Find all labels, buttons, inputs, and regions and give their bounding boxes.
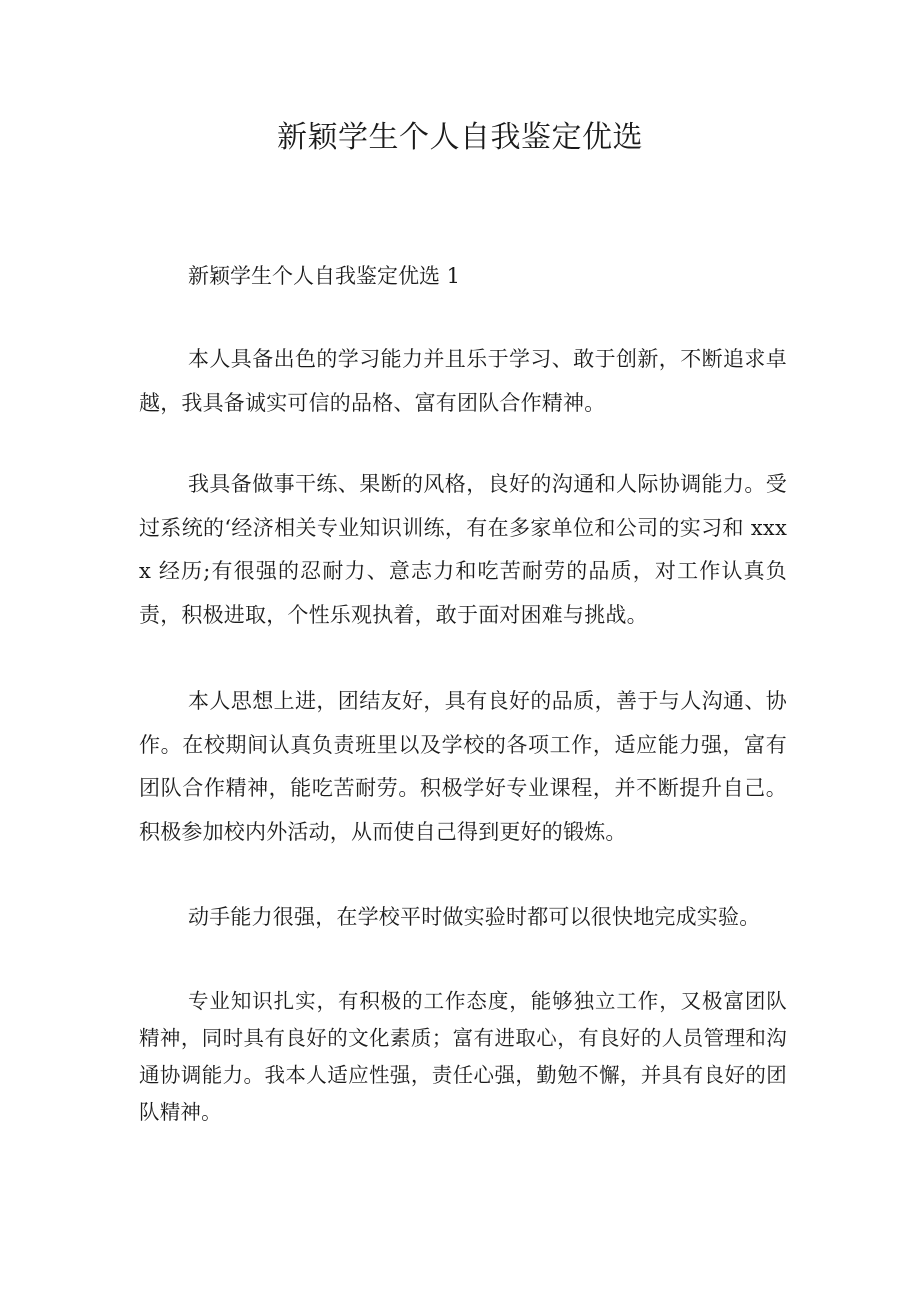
- document-title: 新颖学生个人自我鉴定优选: [277, 120, 643, 155]
- section-subtitle: 新颖学生个人自我鉴定优选 1: [188, 264, 461, 288]
- paragraph-1: 本人具备出色的学习能力并且乐于学习、敢于创新，不断追求卓越，我具备诚实可信的品格、富有团队合作精神。: [139, 347, 787, 415]
- paragraph-5: 专业知识扎实，有积极的工作态度，能够独立工作，又极富团队精神，同时具有良好的文化素质；富有进取心，有良好的人员管理和沟通协调能力。我本人适应性强，责任心强，勤勉不懈，并具有良好的团队精神。: [139, 989, 787, 1124]
- paragraph-4: 动手能力很强，在学校平时做实验时都可以很快地完成实验。: [188, 905, 761, 929]
- paragraph-3: 本人思想上进，团结友好，具有良好的品质，善于与人沟通、协作。在校期间认真负责班里以及学校的各项工作，适应能力强，富有团队合作精神，能吃苦耐劳。积极学好专业课程，并不断提升自己。积极参加校内外活动，从而使自己得到更好的锻炼。: [139, 689, 787, 844]
- paragraph-2: 我具备做事干练、果断的风格，良好的沟通和人际协调能力。受过系统的‘经济相关专业知识训练，有在多家单位和公司的实习和 xxxx 经历;有很强的忍耐力、意志力和吃苦耐劳的品质，对工作认真负责，积极进取，个性乐观执着，敢于面对困难与挑战。: [139, 472, 787, 627]
